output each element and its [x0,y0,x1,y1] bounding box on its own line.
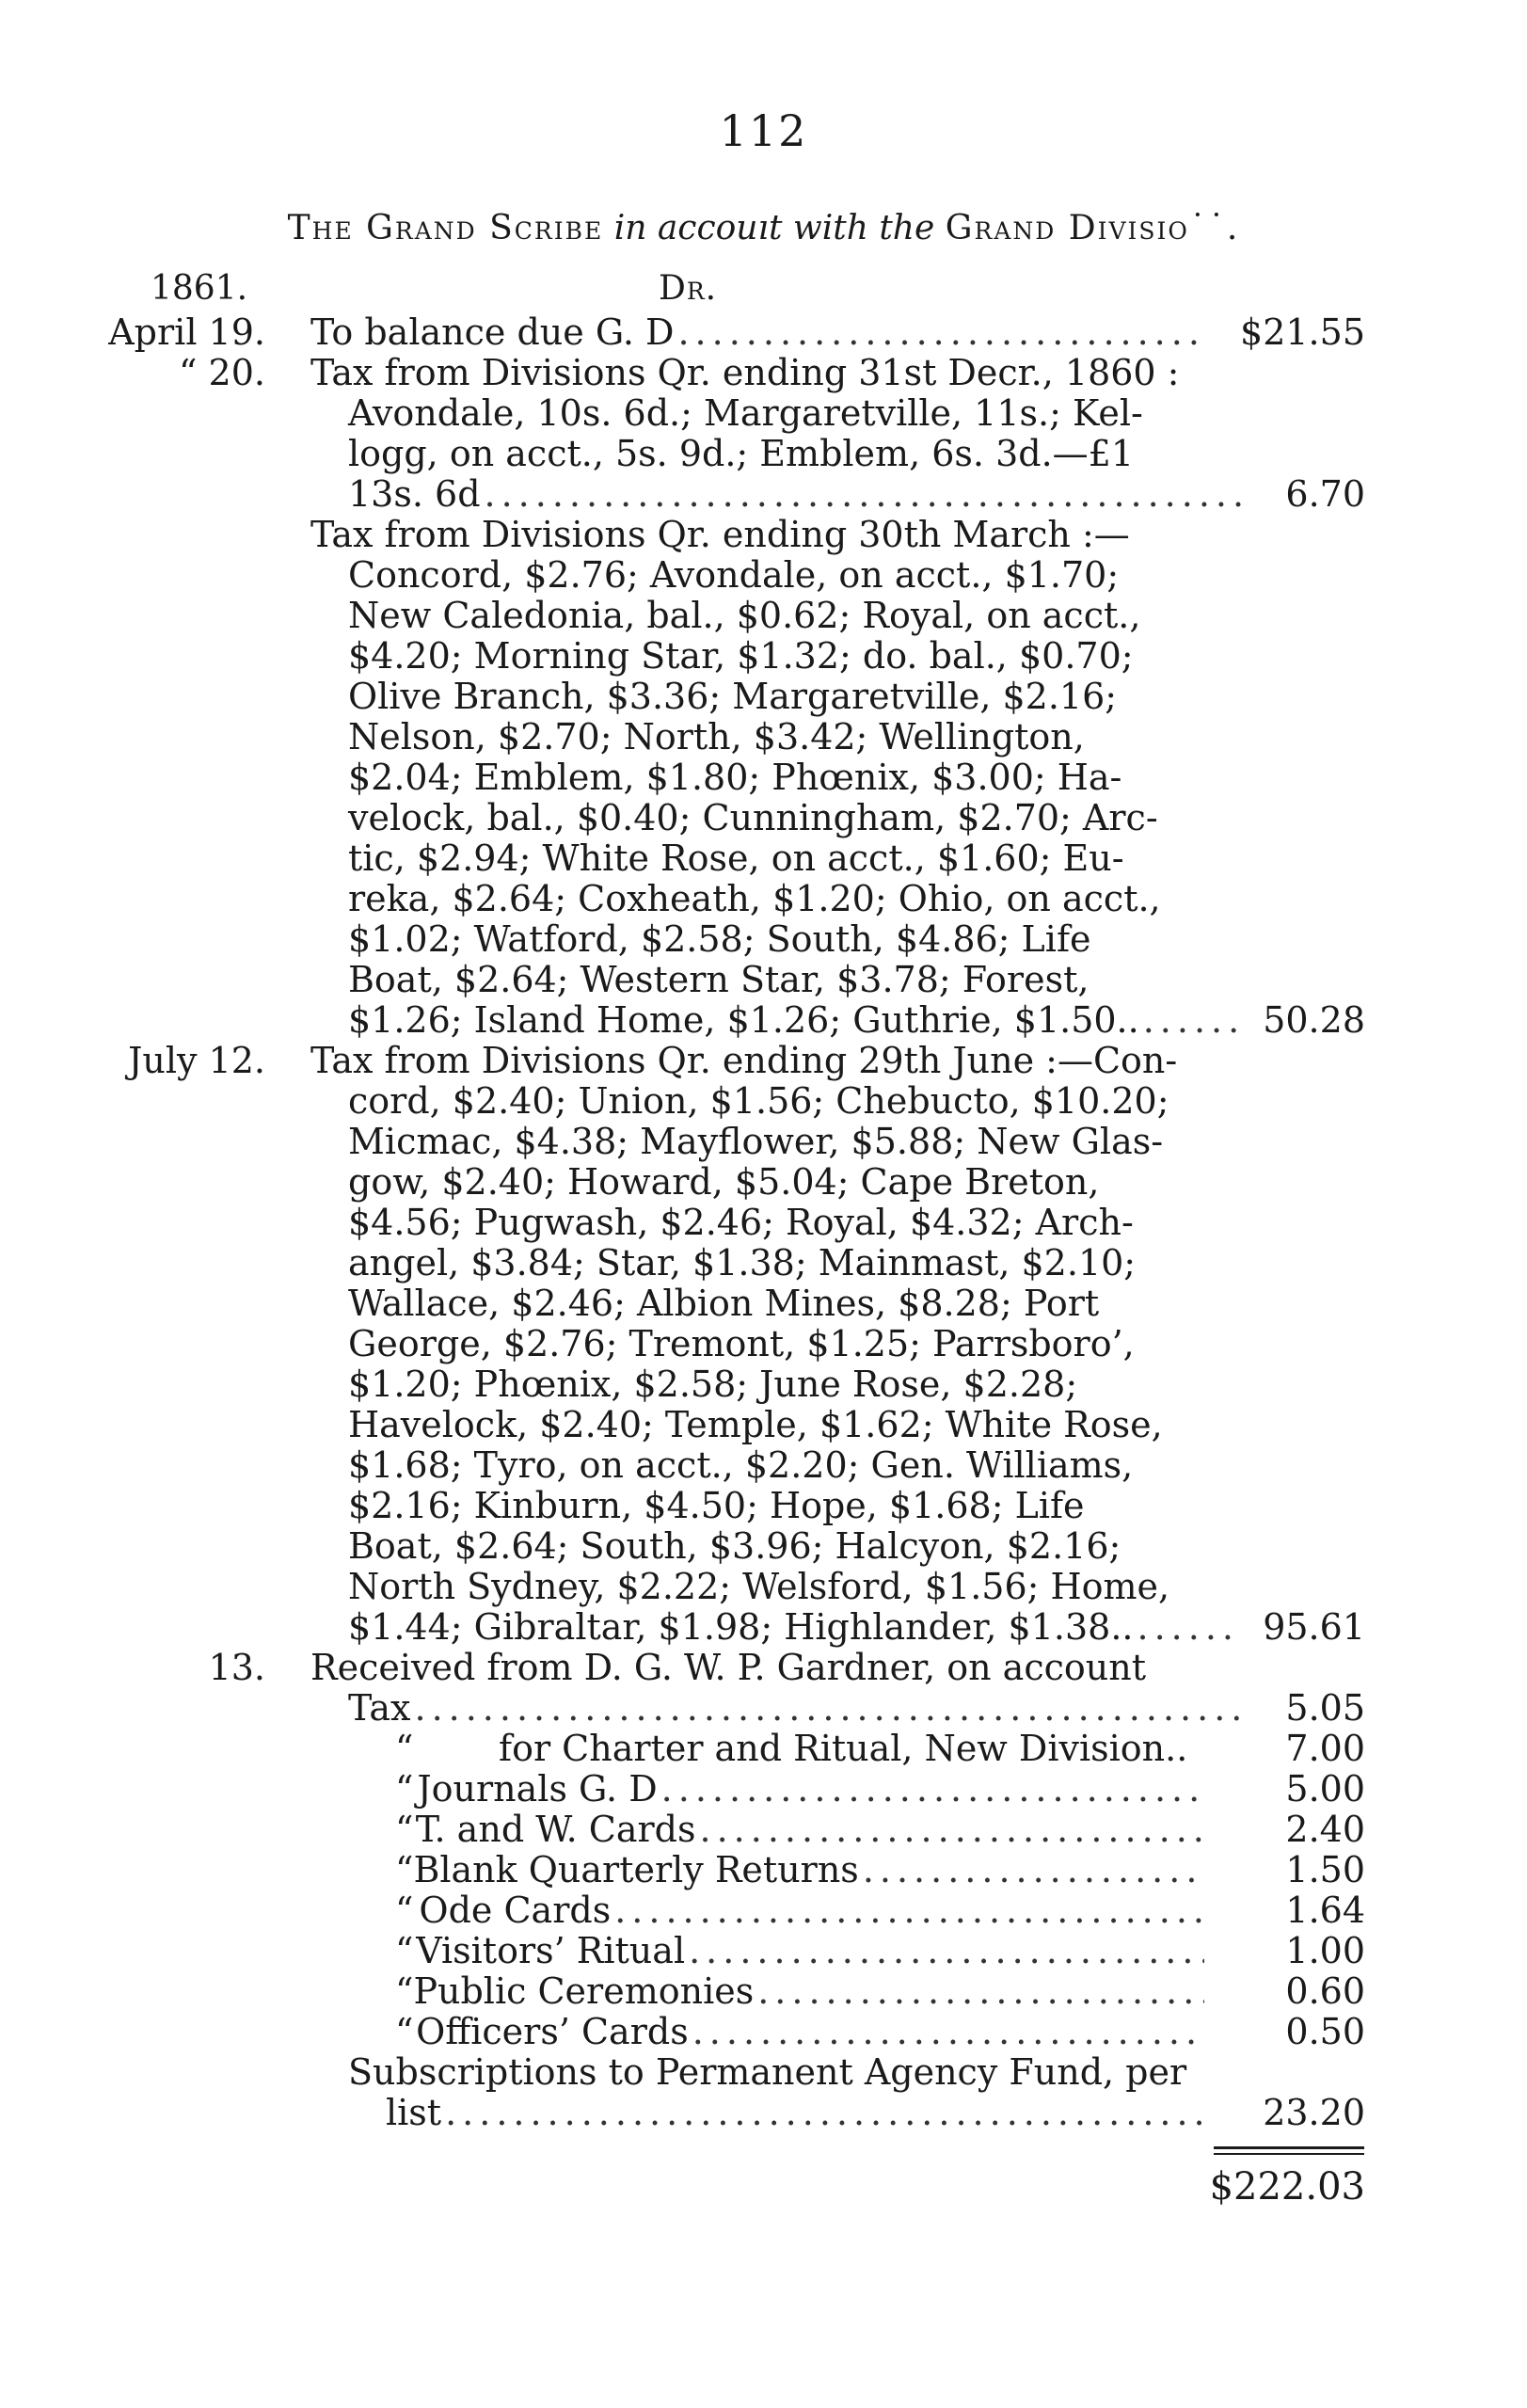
ledger-subentry [0,1810,1527,1850]
subscriptions-line-text: list [386,2093,442,2133]
ledger-entry [0,312,1527,353]
subentry-description [310,1850,1204,1890]
entry-line [310,474,1242,515]
entry-line-text: Boat, $2.64; Western Star, $3.78; Forest, [348,960,1090,1000]
entry-line-text: To balance due G. D [310,312,675,353]
entry-line-text: $4.56; Pugwash, $2.46; Royal, $4.32; Arch- [348,1203,1134,1243]
subscriptions-line [348,2093,1204,2133]
entry-line-text: 13s. 6d [348,474,481,515]
ditto-mark: “ [395,1769,414,1810]
subentry-description [310,1769,1204,1810]
dot-leader [757,1971,1204,2012]
dot-leader [485,474,1242,515]
subentry-line [310,1890,1204,1931]
entry-date: “ 20. [179,352,265,393]
entry-line-text: logg, on acct., 5s. 9d.; Emblem, 6s. 3d.—£1 [348,434,1134,474]
year-label: 1861. [151,269,248,308]
subentry-label: for Charter and Ritual, New Division.. [499,1729,1188,1769]
subentry-label: Public Ceremonies [413,1971,755,2012]
entry-line-text: tic, $2.94; White Rose, on acct., $1.60; Eu- [348,838,1124,879]
subentry-line [310,1810,1204,1850]
entry-amount: $21.55 [1240,311,1365,353]
subscriptions-amount: 23.20 [1263,2092,1365,2133]
ledger-subentry [0,1890,1527,1931]
entry-line-text: North Sydney, $2.22; Welsford, $1.56; Home, [348,1567,1170,1607]
entry-line-text: Tax from Divisions Qr. ending 30th March :— [310,515,1130,555]
subentry-line [310,1931,1204,1971]
subentry-amount: 0.50 [1285,2011,1365,2052]
entry-amount: 6.70 [1285,473,1365,515]
ledger-entry [0,1648,1527,1729]
subentry-label: Officers’ Cards [416,2012,689,2052]
ditto-mark: “ [395,1890,414,1931]
entry-line-text: reka, $2.64; Coxheath, $1.20; Ohio, on acct., [348,879,1161,919]
entry-line-text: gow, $2.40; Howard, $5.04; Cape Breton, [348,1162,1100,1203]
entry-line-text: velock, bal., $0.40; Cunningham, $2.70; Arc- [348,798,1158,838]
entry-line-text: Avondale, 10s. 6d.; Margaretville, 11s.; Kel- [348,393,1143,434]
total-rule [1214,2146,1364,2149]
entry-line-text: $1.44; Gibraltar, $1.98; Highlander, $1.38.. [348,1607,1134,1648]
account-heading [0,209,1527,247]
subentry-description [310,1729,1204,1769]
page-number: 112 [719,105,808,156]
entry-line [310,1000,1242,1041]
ledger-entry [0,515,1527,1041]
dot-leader [445,2093,1204,2133]
entry-line-text: Tax [348,1688,411,1729]
entry-date: 13. [208,1647,265,1688]
entry-line-text: New Caledonia, bal., $0.62; Royal, on acct., [348,596,1141,636]
subentry-label: Blank Quarterly Returns [413,1850,859,1890]
entry-description [310,515,1204,1041]
entry-line-text: $1.20; Phœnix, $2.58; June Rose, $2.28; [348,1364,1078,1405]
ledger-subentry [0,1729,1527,1769]
ditto-mark: “ [395,1931,414,1971]
ledger-entry [0,1041,1527,1648]
entry-amount: 95.61 [1263,1606,1365,1648]
subentry-line [310,2012,1204,2052]
ledger-subentry [0,2012,1527,2052]
subentry-line [310,1729,1204,1769]
subentry-line [310,1769,1204,1810]
heading-part-1: The Grand Scribe [287,209,604,247]
ledger-entry [0,353,1527,515]
subentry-amount: 7.00 [1285,1728,1365,1769]
entry-description [310,1648,1204,1729]
entry-line-text: angel, $3.84; Star, $1.38; Mainmast, $2.10; [348,1243,1137,1284]
subentry-line [310,1850,1204,1890]
subentry-line [310,1971,1204,2012]
subscriptions-description [348,2052,1204,2133]
entry-line-text: Havelock, $2.40; Temple, $1.62; White Rose, [348,1405,1163,1445]
subentry-description [310,1931,1204,1971]
heading-part-2: in accouıt with the [613,209,935,247]
total-rule [1214,2153,1364,2155]
entry-line-text: $1.02; Watford, $2.58; South, $4.86; Life [348,919,1091,960]
ditto-mark: “ [395,1971,414,2012]
entry-line-text: Micmac, $4.38; Mayflower, $5.88; New Glas- [348,1122,1164,1162]
subentry-amount: 1.64 [1285,1890,1365,1931]
entry-line-text: Concord, $2.76; Avondale, on acct., $1.70; [348,555,1120,596]
dot-leader [661,1769,1204,1810]
entry-line-text: Olive Branch, $3.36; Margaretville, $2.16; [348,677,1118,717]
dot-leader [863,1850,1204,1890]
ditto-mark: “ [395,1850,414,1890]
heading-part-3: Grand Divisio˙˙. [945,209,1240,247]
subentry-description [310,1810,1204,1850]
entry-line-text: Wallace, $2.46; Albion Mines, $8.28; Port [348,1284,1100,1324]
entry-line-text: cord, $2.40; Union, $1.56; Chebucto, $10.20; [348,1081,1169,1122]
ledger-subentry [0,1850,1527,1890]
entry-line [310,1607,1242,1648]
dot-leader [677,312,1204,353]
subentry-amount: 2.40 [1285,1809,1365,1850]
dot-leader [692,2012,1204,2052]
ditto-mark: “ [395,2012,414,2052]
entry-line-text: Boat, $2.64; South, $3.96; Halcyon, $2.16; [348,1526,1121,1567]
entry-line-text: $2.16; Kinburn, $4.50; Hope, $1.68; Life [348,1486,1085,1526]
subentry-label: T. and W. Cards [415,1810,696,1850]
entry-line [310,312,1204,353]
subentry-description [310,2012,1204,2052]
entry-line-text: Nelson, $2.70; North, $3.42; Wellington, [348,717,1085,757]
entry-line-text: $1.68; Tyro, on acct., $2.20; Gen. Williams, [348,1445,1134,1486]
dot-leader [689,1931,1204,1971]
ditto-mark: “ [395,1729,414,1769]
ledger-subentry [0,1931,1527,1971]
subentry-description [310,1971,1204,2012]
grand-total: $222.03 [1209,2165,1365,2209]
entry-line-text: Tax from Divisions Qr. ending 31st Decr., 1860 : [310,353,1180,393]
subentry-amount: 0.60 [1285,1970,1365,2012]
ledger-subentry [0,1971,1527,2012]
subscriptions-line: Subscriptions to Permanent Agency Fund, per [348,2052,1187,2093]
ledger-subentry [0,1769,1527,1810]
entry-date: July 12. [128,1040,265,1081]
subscriptions-entry [0,2052,1527,2133]
entry-line [310,1688,1242,1729]
dot-leader [700,1810,1204,1850]
subentry-description [310,1890,1204,1931]
entry-amount: 50.28 [1263,999,1365,1041]
entry-line-text: $1.26; Island Home, $1.26; Guthrie, $1.50.. [348,1000,1139,1041]
entry-description [310,1041,1204,1648]
entry-amount: 5.05 [1285,1687,1365,1729]
subentry-label: Journals G. D [417,1769,658,1810]
subentry-label: Visitors’ Ritual [416,1931,686,1971]
entry-line-text: $4.20; Morning Star, $1.32; do. bal., $0.70; [348,636,1134,677]
subentry-amount: 1.00 [1285,1930,1365,1971]
entry-date: April 19. [108,311,265,353]
subentry-amount: 1.50 [1285,1849,1365,1890]
entry-line-text: Received from D. G. W. P. Gardner, on account [310,1648,1146,1688]
subentry-amount: 5.00 [1285,1768,1365,1810]
subentry-label: Ode Cards [419,1890,612,1931]
debit-label: Dr. [659,269,718,308]
entry-description [310,312,1204,353]
ditto-mark: “ [395,1810,414,1850]
entry-line-text: George, $2.76; Tremont, $1.25; Parrsboro’, [348,1324,1135,1364]
entry-line-text: Tax from Divisions Qr. ending 29th June :—Con- [310,1041,1178,1081]
entry-line-text: $2.04; Emblem, $1.80; Phœnix, $3.00; Ha- [348,757,1122,798]
dot-leader [614,1890,1204,1931]
dot-leader [414,1688,1242,1729]
entry-description [310,353,1204,515]
